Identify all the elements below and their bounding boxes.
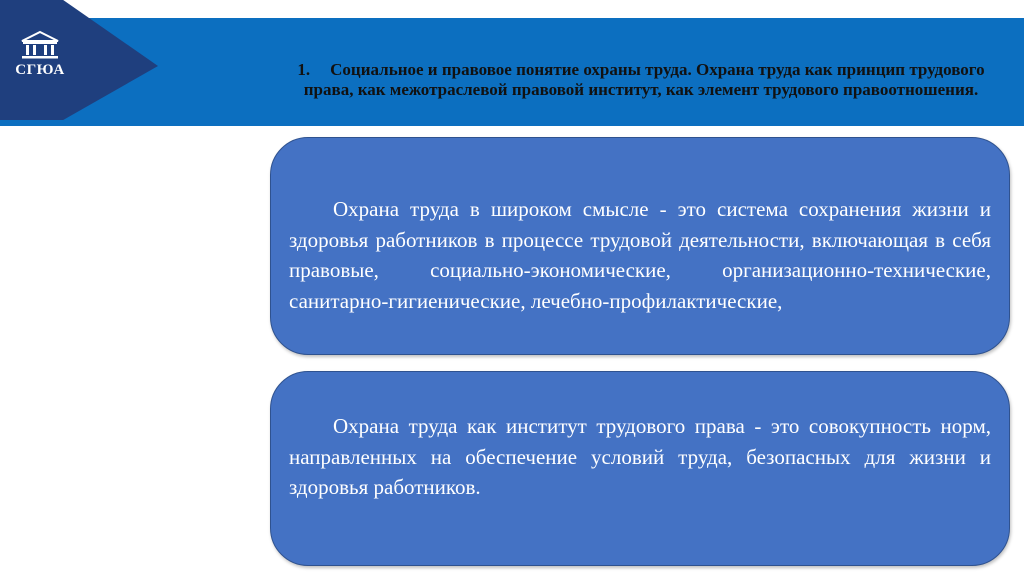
building-columns-icon [18, 30, 62, 60]
definition-text-institute: Охрана труда как институт трудового права - это совокупность норм, направленных на обеспечение условий труда, безопасных для жизни и здоровья работников. [289, 414, 991, 499]
logo-text: СГЮА [15, 62, 65, 78]
title-number: 1. [297, 60, 311, 79]
definition-box-broad [270, 137, 1010, 355]
definition-text-broad: Охрана труда в широком смысле - это система сохранения жизни и здоровья работников в процессе трудовой деятельности, включающая в себя правовые, социально-экономические, организационно-технические, санитарно-гигиенические, лечебно-профилактические, [289, 197, 991, 313]
title-text: Социальное и правовое понятие охраны труда. Охрана труда как принцип трудового права, как межотраслевой правовой институт, как элемент трудового правоотношения. [303, 60, 985, 99]
definition-box-institute [270, 371, 1010, 566]
slide-title [296, 60, 986, 100]
university-logo [8, 30, 72, 88]
